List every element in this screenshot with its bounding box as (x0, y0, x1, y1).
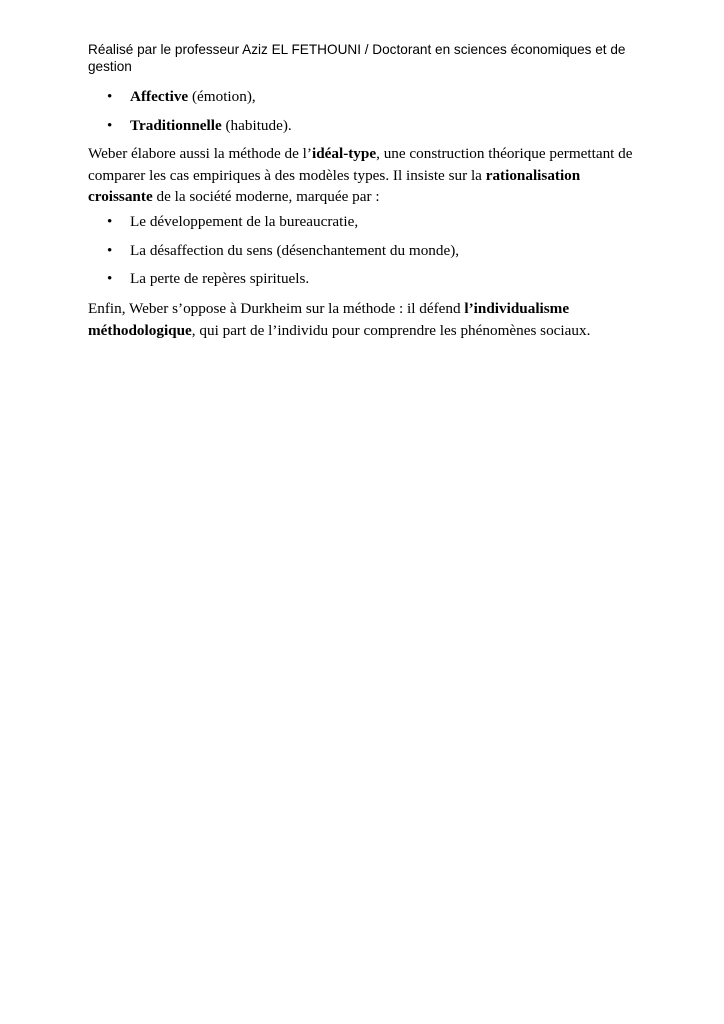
text-run: , une construction théorique permettant de comparer les cas empiriques à des modèles types. Il insiste sur la (88, 145, 633, 184)
modern-society-list (88, 211, 648, 290)
ideal-type-paragraph (88, 143, 648, 208)
term-ideal-type: idéal-type (311, 145, 377, 162)
page-header: Réalisé par le professeur Aziz EL FETHOUNI / Doctorant en sciences économiques et de gestion (88, 42, 626, 74)
list-item-desc: (habitude). (221, 116, 292, 134)
list-item (88, 268, 648, 290)
list-item-text: Le développement de la bureaucratie, (130, 213, 359, 230)
list-item-text: La désaffection du sens (désenchantement du monde), (130, 241, 460, 259)
term-rationalisation: rationalisation croissante (88, 166, 581, 205)
bullet-icon: • (107, 116, 113, 134)
list-item (88, 86, 648, 108)
bullet-icon: • (107, 241, 113, 259)
text-run: de la société moderne, marquée par : (152, 188, 380, 205)
list-item-desc: (émotion), (188, 88, 256, 105)
bullet-icon: • (107, 88, 113, 105)
text-run: Weber élabore aussi la méthode de l’ (88, 145, 312, 162)
list-item (88, 211, 648, 233)
list-item-term: Affective (130, 88, 189, 105)
action-types-list (88, 86, 648, 136)
text-run: Enfin, Weber s’oppose à Durkheim sur la méthode : il défend (88, 300, 465, 317)
bullet-icon: • (107, 270, 113, 287)
list-item (88, 115, 648, 137)
term-individualism: l’individualisme méthodologique (88, 300, 570, 339)
list-item-term: Traditionnelle (130, 116, 222, 134)
individualism-paragraph (88, 298, 648, 341)
text-run: , qui part de l’individu pour comprendre les phénomènes sociaux. (191, 321, 591, 339)
bullet-icon: • (107, 213, 113, 230)
list-item (88, 240, 648, 262)
list-item-text: La perte de repères spirituels. (130, 270, 310, 287)
